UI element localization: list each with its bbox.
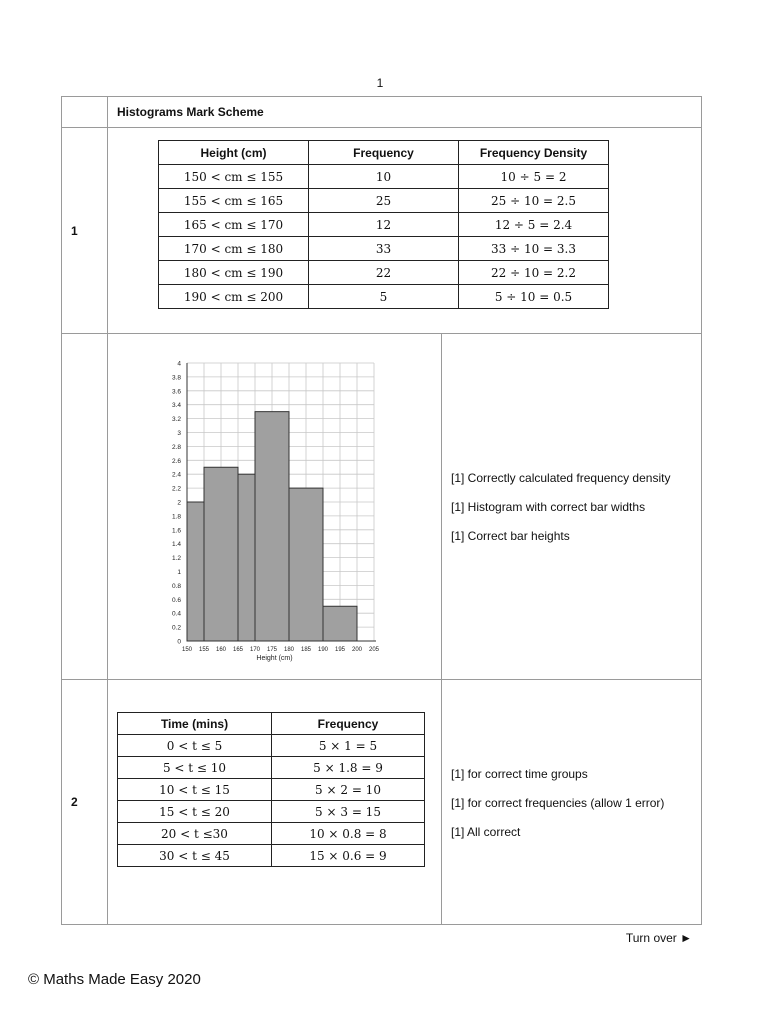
- x-tick-label: 175: [266, 647, 278, 653]
- y-tick-label: 0.2: [171, 624, 181, 632]
- x-tick-label: 180: [283, 647, 295, 653]
- q1-frequency-table: [158, 140, 609, 309]
- table-row: [118, 801, 425, 823]
- y-tick-label: 0.8: [171, 582, 181, 590]
- q1-cell: 25: [309, 189, 459, 213]
- q1-cell: 5 ÷ 10 = 0.5: [459, 285, 609, 309]
- q1-cell: 33 ÷ 10 = 3.3: [459, 237, 609, 261]
- y-tick-label: 3: [177, 430, 181, 437]
- q2-marks: [451, 766, 664, 853]
- q1-header-frequency: Frequency: [309, 141, 459, 165]
- page-title: Histograms Mark Scheme: [117, 105, 264, 119]
- q1-cell: 33: [309, 237, 459, 261]
- table-row: [159, 285, 609, 309]
- y-tick-label: 2: [177, 499, 181, 507]
- q2-cell: 5 × 1.8 = 9: [272, 757, 425, 779]
- y-tick-label: 0.6: [171, 596, 181, 604]
- y-tick-label: 2.6: [171, 457, 181, 465]
- q1-header-frequency-density: Frequency Density: [459, 141, 609, 165]
- q2-cell: 5 × 1 = 5: [272, 735, 425, 757]
- q1-cell: 22: [309, 261, 459, 285]
- copyright-notice: © Maths Made Easy 2020: [28, 971, 201, 988]
- q2-table-header-row: [118, 713, 425, 735]
- q2-cell: 10 × 0.8 = 8: [272, 823, 425, 845]
- turn-over-label: Turn over ►: [625, 931, 692, 945]
- q1-cell: 170 < cm ≤ 180: [159, 237, 309, 261]
- table-row: [159, 189, 609, 213]
- y-tick-label: 2.2: [171, 485, 181, 493]
- q2-cell: 20 < t ≤30: [118, 823, 272, 845]
- table-row: [159, 213, 609, 237]
- q1-cell: 12: [309, 213, 459, 237]
- q2-header-frequency: Frequency: [272, 713, 425, 735]
- histogram-bar: [238, 474, 255, 641]
- histogram-chart: [160, 355, 390, 667]
- x-tick-label: 190: [317, 647, 329, 653]
- row-divider-q1-table: [62, 333, 701, 334]
- q2-cell: 15 < t ≤ 20: [118, 801, 272, 823]
- y-tick-label: 1.4: [171, 541, 181, 549]
- x-tick-label: 150: [181, 647, 193, 653]
- histogram-bar: [255, 412, 289, 641]
- x-tick-label: 170: [249, 647, 261, 653]
- table-row: [118, 823, 425, 845]
- q2-cell: 10 < t ≤ 15: [118, 779, 272, 801]
- number-column-divider: [107, 97, 108, 924]
- marks-column-divider: [441, 333, 442, 924]
- table-row: [159, 261, 609, 285]
- q1-cell: 25 ÷ 10 = 2.5: [459, 189, 609, 213]
- q2-mark-item: [1] for correct frequencies (allow 1 error): [451, 796, 665, 810]
- y-tick-label: 2.8: [171, 443, 181, 451]
- y-tick-label: 3.8: [171, 374, 181, 382]
- y-tick-label: 1.6: [171, 527, 181, 535]
- q1-cell: 165 < cm ≤ 170: [159, 213, 309, 237]
- q1-mark-item: [1] Correctly calculated frequency density: [451, 471, 671, 485]
- q1-cell: 155 < cm ≤ 165: [159, 189, 309, 213]
- q1-cell: 22 ÷ 10 = 2.2: [459, 261, 609, 285]
- y-tick-label: 1.8: [171, 513, 181, 521]
- histogram-bar: [187, 502, 204, 641]
- q1-header-height: Height (cm): [159, 141, 309, 165]
- table-row: [118, 845, 425, 867]
- y-tick-label: 4: [177, 360, 181, 368]
- q1-cell: 5: [309, 285, 459, 309]
- y-tick-label: 0.4: [171, 610, 181, 618]
- table-row: [159, 165, 609, 189]
- q2-mark-item: [1] for correct time groups: [451, 767, 588, 781]
- q1-cell: 10 ÷ 5 = 2: [459, 165, 609, 189]
- q2-cell: 5 × 2 = 10: [272, 779, 425, 801]
- y-tick-label: 2.4: [171, 471, 181, 479]
- row-divider-title: [62, 127, 701, 128]
- x-axis-label: Height (cm): [256, 655, 293, 662]
- q1-cell: 180 < cm ≤ 190: [159, 261, 309, 285]
- x-tick-label: 160: [215, 647, 227, 653]
- table-row: [118, 757, 425, 779]
- x-tick-label: 205: [368, 647, 380, 653]
- histogram-bar: [289, 488, 323, 641]
- x-tick-label: 200: [351, 647, 363, 653]
- y-tick-label: 0: [177, 638, 181, 646]
- table-row: [118, 779, 425, 801]
- q2-header-time: Time (mins): [118, 713, 272, 735]
- q2-cell: 15 × 0.6 = 9: [272, 845, 425, 867]
- q1-table-header-row: [159, 141, 609, 165]
- question-2-number: 2: [71, 795, 78, 809]
- q1-cell: 150 < cm ≤ 155: [159, 165, 309, 189]
- q1-mark-item: [1] Histogram with correct bar widths: [451, 500, 646, 514]
- q1-cell: 10: [309, 165, 459, 189]
- q2-mark-item: [1] All correct: [451, 825, 521, 839]
- q2-cell: 0 < t ≤ 5: [118, 735, 272, 757]
- y-tick-label: 1.2: [171, 555, 181, 563]
- x-tick-label: 185: [300, 647, 312, 653]
- table-row: [159, 237, 609, 261]
- x-tick-label: 165: [232, 647, 244, 653]
- q2-cell: 5 × 3 = 15: [272, 801, 425, 823]
- table-row: [118, 735, 425, 757]
- y-tick-label: 3.6: [171, 388, 181, 396]
- page-number: 1: [376, 76, 384, 90]
- x-tick-label: 195: [334, 647, 346, 653]
- row-divider-q1-chart: [62, 679, 701, 680]
- histogram-bar: [323, 606, 357, 641]
- q1-cell: 12 ÷ 5 = 2.4: [459, 213, 609, 237]
- q1-cell: 190 < cm ≤ 200: [159, 285, 309, 309]
- q1-marks: [451, 470, 670, 557]
- y-tick-label: 3.4: [171, 402, 181, 410]
- question-1-number: 1: [71, 224, 78, 238]
- q2-cell: 30 < t ≤ 45: [118, 845, 272, 867]
- y-tick-label: 1: [177, 569, 181, 576]
- q2-frequency-table: [117, 712, 425, 867]
- q1-mark-item: [1] Correct bar heights: [451, 529, 570, 543]
- histogram-bar: [204, 467, 238, 641]
- q2-cell: 5 < t ≤ 10: [118, 757, 272, 779]
- x-tick-label: 155: [198, 647, 210, 653]
- y-tick-label: 3.2: [171, 416, 181, 424]
